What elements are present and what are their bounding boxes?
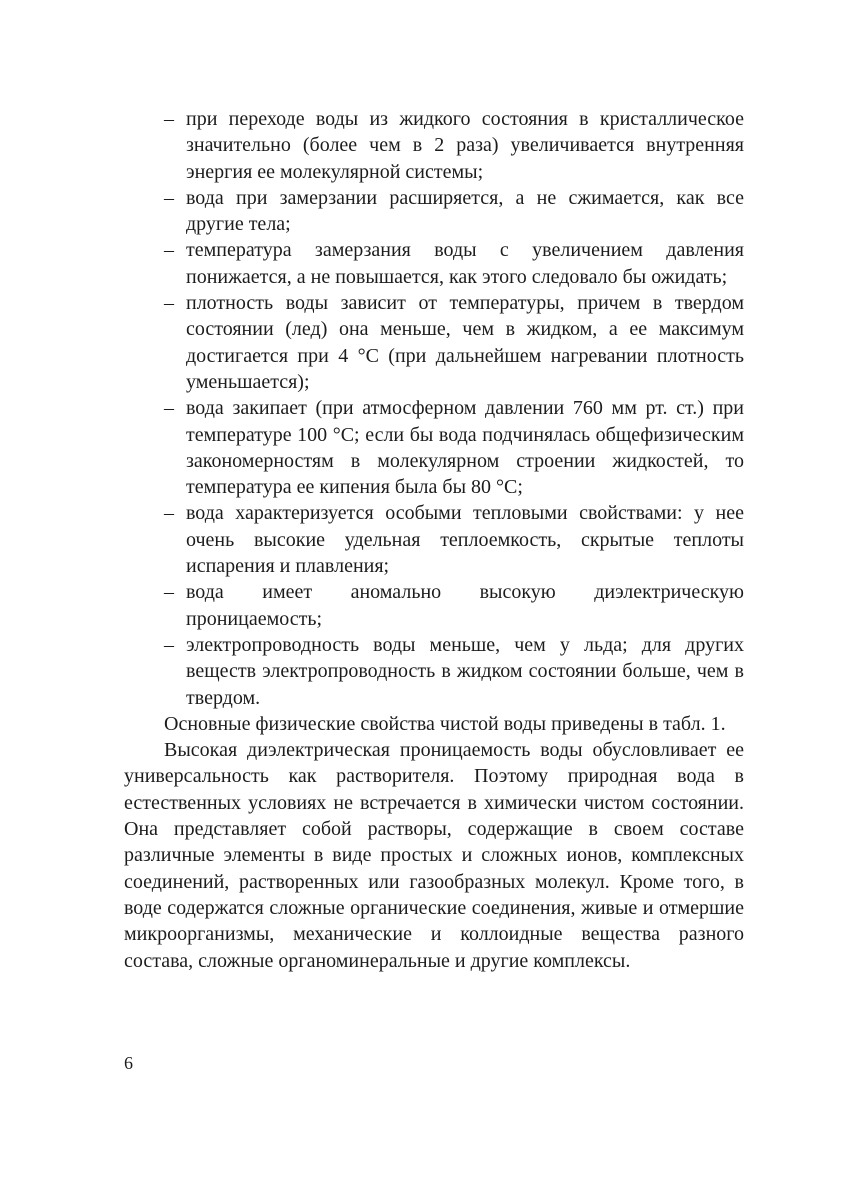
list-item-text: температура замерзания воды с увеличением давления понижается, а не повышается, как этого следовало бы ожидать; xyxy=(186,239,744,288)
list-item xyxy=(124,632,744,711)
list-item xyxy=(124,395,744,500)
list-item-text: вода характеризуется особыми тепловыми свойствами: у нее очень высокие удельная теплоемкость, скрытые теплоты испарения и плавления; xyxy=(186,502,744,578)
bullet-dash: – xyxy=(164,186,174,209)
list-item xyxy=(124,237,744,290)
bullet-dash: – xyxy=(164,292,174,315)
list-item-text: электропроводность воды меньше, чем у льда; для других веществ электропроводность в жидком состоянии больше, чем в твердом. xyxy=(186,633,744,709)
bullet-dash: – xyxy=(164,397,174,420)
bullet-dash: – xyxy=(164,239,174,262)
list-item-text: вода при замерзании расширяется, а не сжимается, как все другие тела; xyxy=(186,186,744,236)
list-item xyxy=(124,185,744,238)
list-item xyxy=(124,290,744,395)
paragraph-table-reference: Основные физические свойства чистой воды приведены в табл. 1. xyxy=(164,712,726,735)
list-item-text: вода закипает (при атмосферном давлении 760 мм рт. ст.) при температуре 100 °С; если бы вода подчинялась общефизическим закономерностям в молекулярном строении жидкостей, то температура ее кипения была бы 80 °С; xyxy=(186,397,744,499)
bullet-dash: – xyxy=(164,502,174,525)
page-body xyxy=(124,106,744,974)
list-item xyxy=(124,106,744,185)
list-item-text: плотность воды зависит от температуры, причем в твердом состоянии (лед) она меньше, чем в жидком, а ее максимум достигается при 4 °С (при дальнейшем нагревании плотность уменьшается); xyxy=(186,292,744,393)
paragraph-dielectric: Высокая диэлектрическая проницаемость воды обусловливает ее универсальность как растворителя. Поэтому природная вода в естественных условиях не встречается в химически чистом состоянии. Она представляет собой растворы, содержащие в своем составе различные элементы в виде простых и сложных ионов, комплексных соединений, растворенных или газообразных молекул. Кроме того, в воде содержатся сложные органические соединения, живые и отмершие микроорганизмы, механические и коллоидные вещества разного состава, сложные органоминеральные и другие комплексы. xyxy=(124,739,744,972)
list-item xyxy=(124,500,744,579)
bullet-dash: – xyxy=(164,581,174,604)
list-item-text: вода имеет аномально высокую диэлектрическую проницаемость; xyxy=(186,581,744,630)
list-item xyxy=(124,579,744,632)
list-item-text: при переходе воды из жидкого состояния в кристаллическое значительно (более чем в 2 раза) увеличивается внутренняя энергия ее молекулярной системы; xyxy=(186,108,744,183)
bullet-dash: – xyxy=(164,108,174,130)
page-number: 6 xyxy=(124,1053,133,1073)
bullet-dash: – xyxy=(164,633,174,656)
property-list xyxy=(124,106,744,711)
